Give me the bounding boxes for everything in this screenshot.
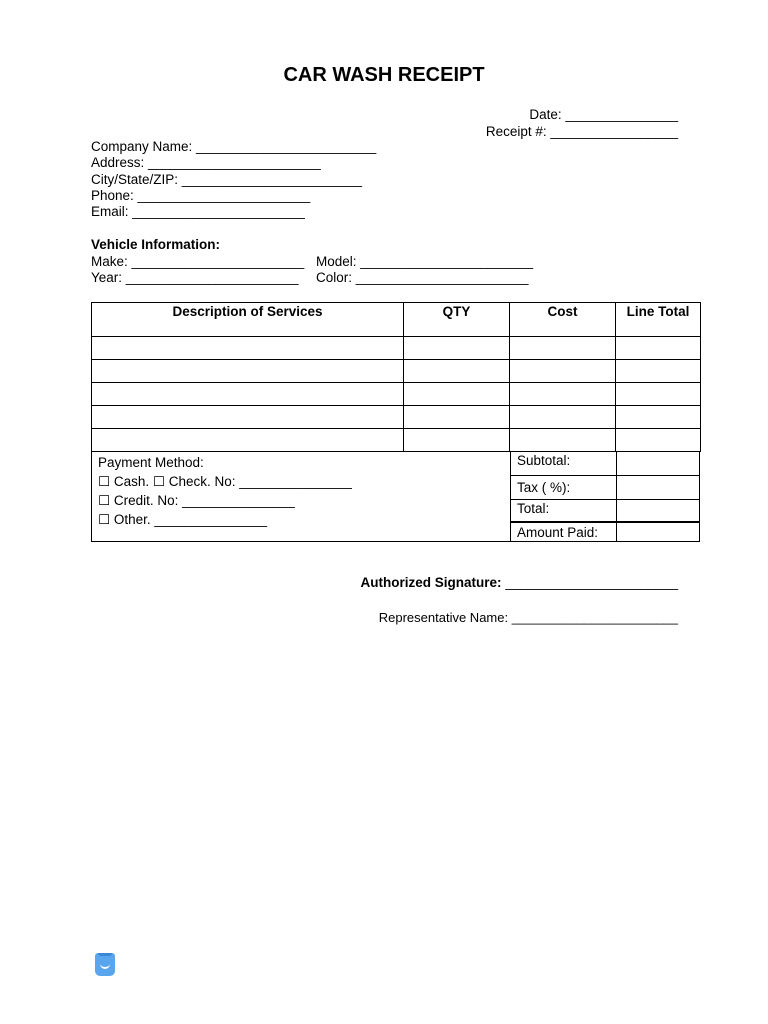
payment-credit-option[interactable]: ☐ Credit. No: _______________	[98, 493, 295, 508]
qty-cell[interactable]	[404, 360, 510, 383]
cost-cell[interactable]	[510, 383, 616, 406]
payment-summary-section	[91, 452, 700, 542]
total-value[interactable]	[616, 500, 701, 521]
cost-cell[interactable]	[510, 360, 616, 383]
tax-value[interactable]	[616, 476, 701, 499]
date-field[interactable]: Date: _______________	[529, 107, 678, 122]
authorized-signature	[361, 575, 678, 590]
table-row	[92, 360, 701, 383]
tax-label: Tax ( %):	[517, 480, 571, 495]
header-description: Description of Services	[92, 303, 404, 337]
color-field[interactable]: Color: _______________________	[316, 270, 529, 285]
receipt-title: CAR WASH RECEIPT	[283, 64, 485, 86]
amount-paid-label: Amount Paid:	[517, 525, 599, 540]
services-table	[91, 302, 701, 452]
email-field[interactable]: Email: _______________________	[91, 204, 305, 219]
table-row	[92, 406, 701, 429]
line-total-cell[interactable]	[616, 406, 701, 429]
table-row	[92, 383, 701, 406]
payment-method-block	[98, 453, 352, 529]
header-line-total: Line Total	[616, 303, 701, 337]
authorized-signature-label: Authorized Signature:	[360, 575, 502, 590]
table-header-row	[92, 303, 701, 337]
line-total-cell[interactable]	[616, 383, 701, 406]
line-total-cell[interactable]	[616, 429, 701, 452]
payment-other-option[interactable]: ☐ Other. _______________	[98, 512, 267, 527]
qty-cell[interactable]	[404, 429, 510, 452]
description-cell[interactable]	[92, 429, 404, 452]
document-logo-icon	[95, 953, 115, 976]
authorized-signature-line[interactable]: _______________________	[505, 575, 678, 590]
header-qty: QTY	[404, 303, 510, 337]
make-field[interactable]: Make: _______________________	[91, 254, 305, 269]
payment-cash-check-option[interactable]: ☐ Cash. ☐ Check. No: _______________	[98, 474, 352, 489]
cost-cell[interactable]	[510, 406, 616, 429]
subtotal-row	[510, 452, 700, 476]
subtotal-value[interactable]	[616, 452, 701, 475]
description-cell[interactable]	[92, 383, 404, 406]
cost-cell[interactable]	[510, 429, 616, 452]
qty-cell[interactable]	[404, 406, 510, 429]
model-field[interactable]: Model: _______________________	[316, 254, 533, 269]
line-total-cell[interactable]	[616, 337, 701, 360]
amount-paid-value[interactable]	[616, 523, 701, 541]
table-row	[92, 429, 701, 452]
total-row	[510, 500, 700, 523]
tax-row	[510, 476, 700, 500]
line-total-cell[interactable]	[616, 360, 701, 383]
header-cost: Cost	[510, 303, 616, 337]
cost-cell[interactable]	[510, 337, 616, 360]
description-cell[interactable]	[92, 406, 404, 429]
totals-block	[510, 452, 700, 541]
receipt-number-field[interactable]: Receipt #: _________________	[485, 124, 678, 139]
table-row	[92, 337, 701, 360]
amount-paid-row	[510, 523, 700, 541]
address-field[interactable]: Address: _______________________	[91, 155, 321, 170]
description-cell[interactable]	[92, 337, 404, 360]
company-name-field[interactable]: Company Name: ________________________	[91, 139, 377, 154]
representative-name-field[interactable]: Representative Name: _______________________	[378, 610, 678, 625]
qty-cell[interactable]	[404, 337, 510, 360]
vehicle-info-heading: Vehicle Information:	[91, 237, 221, 252]
total-label: Total:	[517, 501, 550, 516]
year-field[interactable]: Year: _______________________	[91, 270, 299, 285]
qty-cell[interactable]	[404, 383, 510, 406]
payment-method-label: Payment Method:	[98, 455, 204, 470]
subtotal-label: Subtotal:	[517, 453, 571, 468]
phone-field[interactable]: Phone: _______________________	[91, 188, 311, 203]
city-state-zip-field[interactable]: City/State/ZIP: ________________________	[91, 172, 362, 187]
description-cell[interactable]	[92, 360, 404, 383]
